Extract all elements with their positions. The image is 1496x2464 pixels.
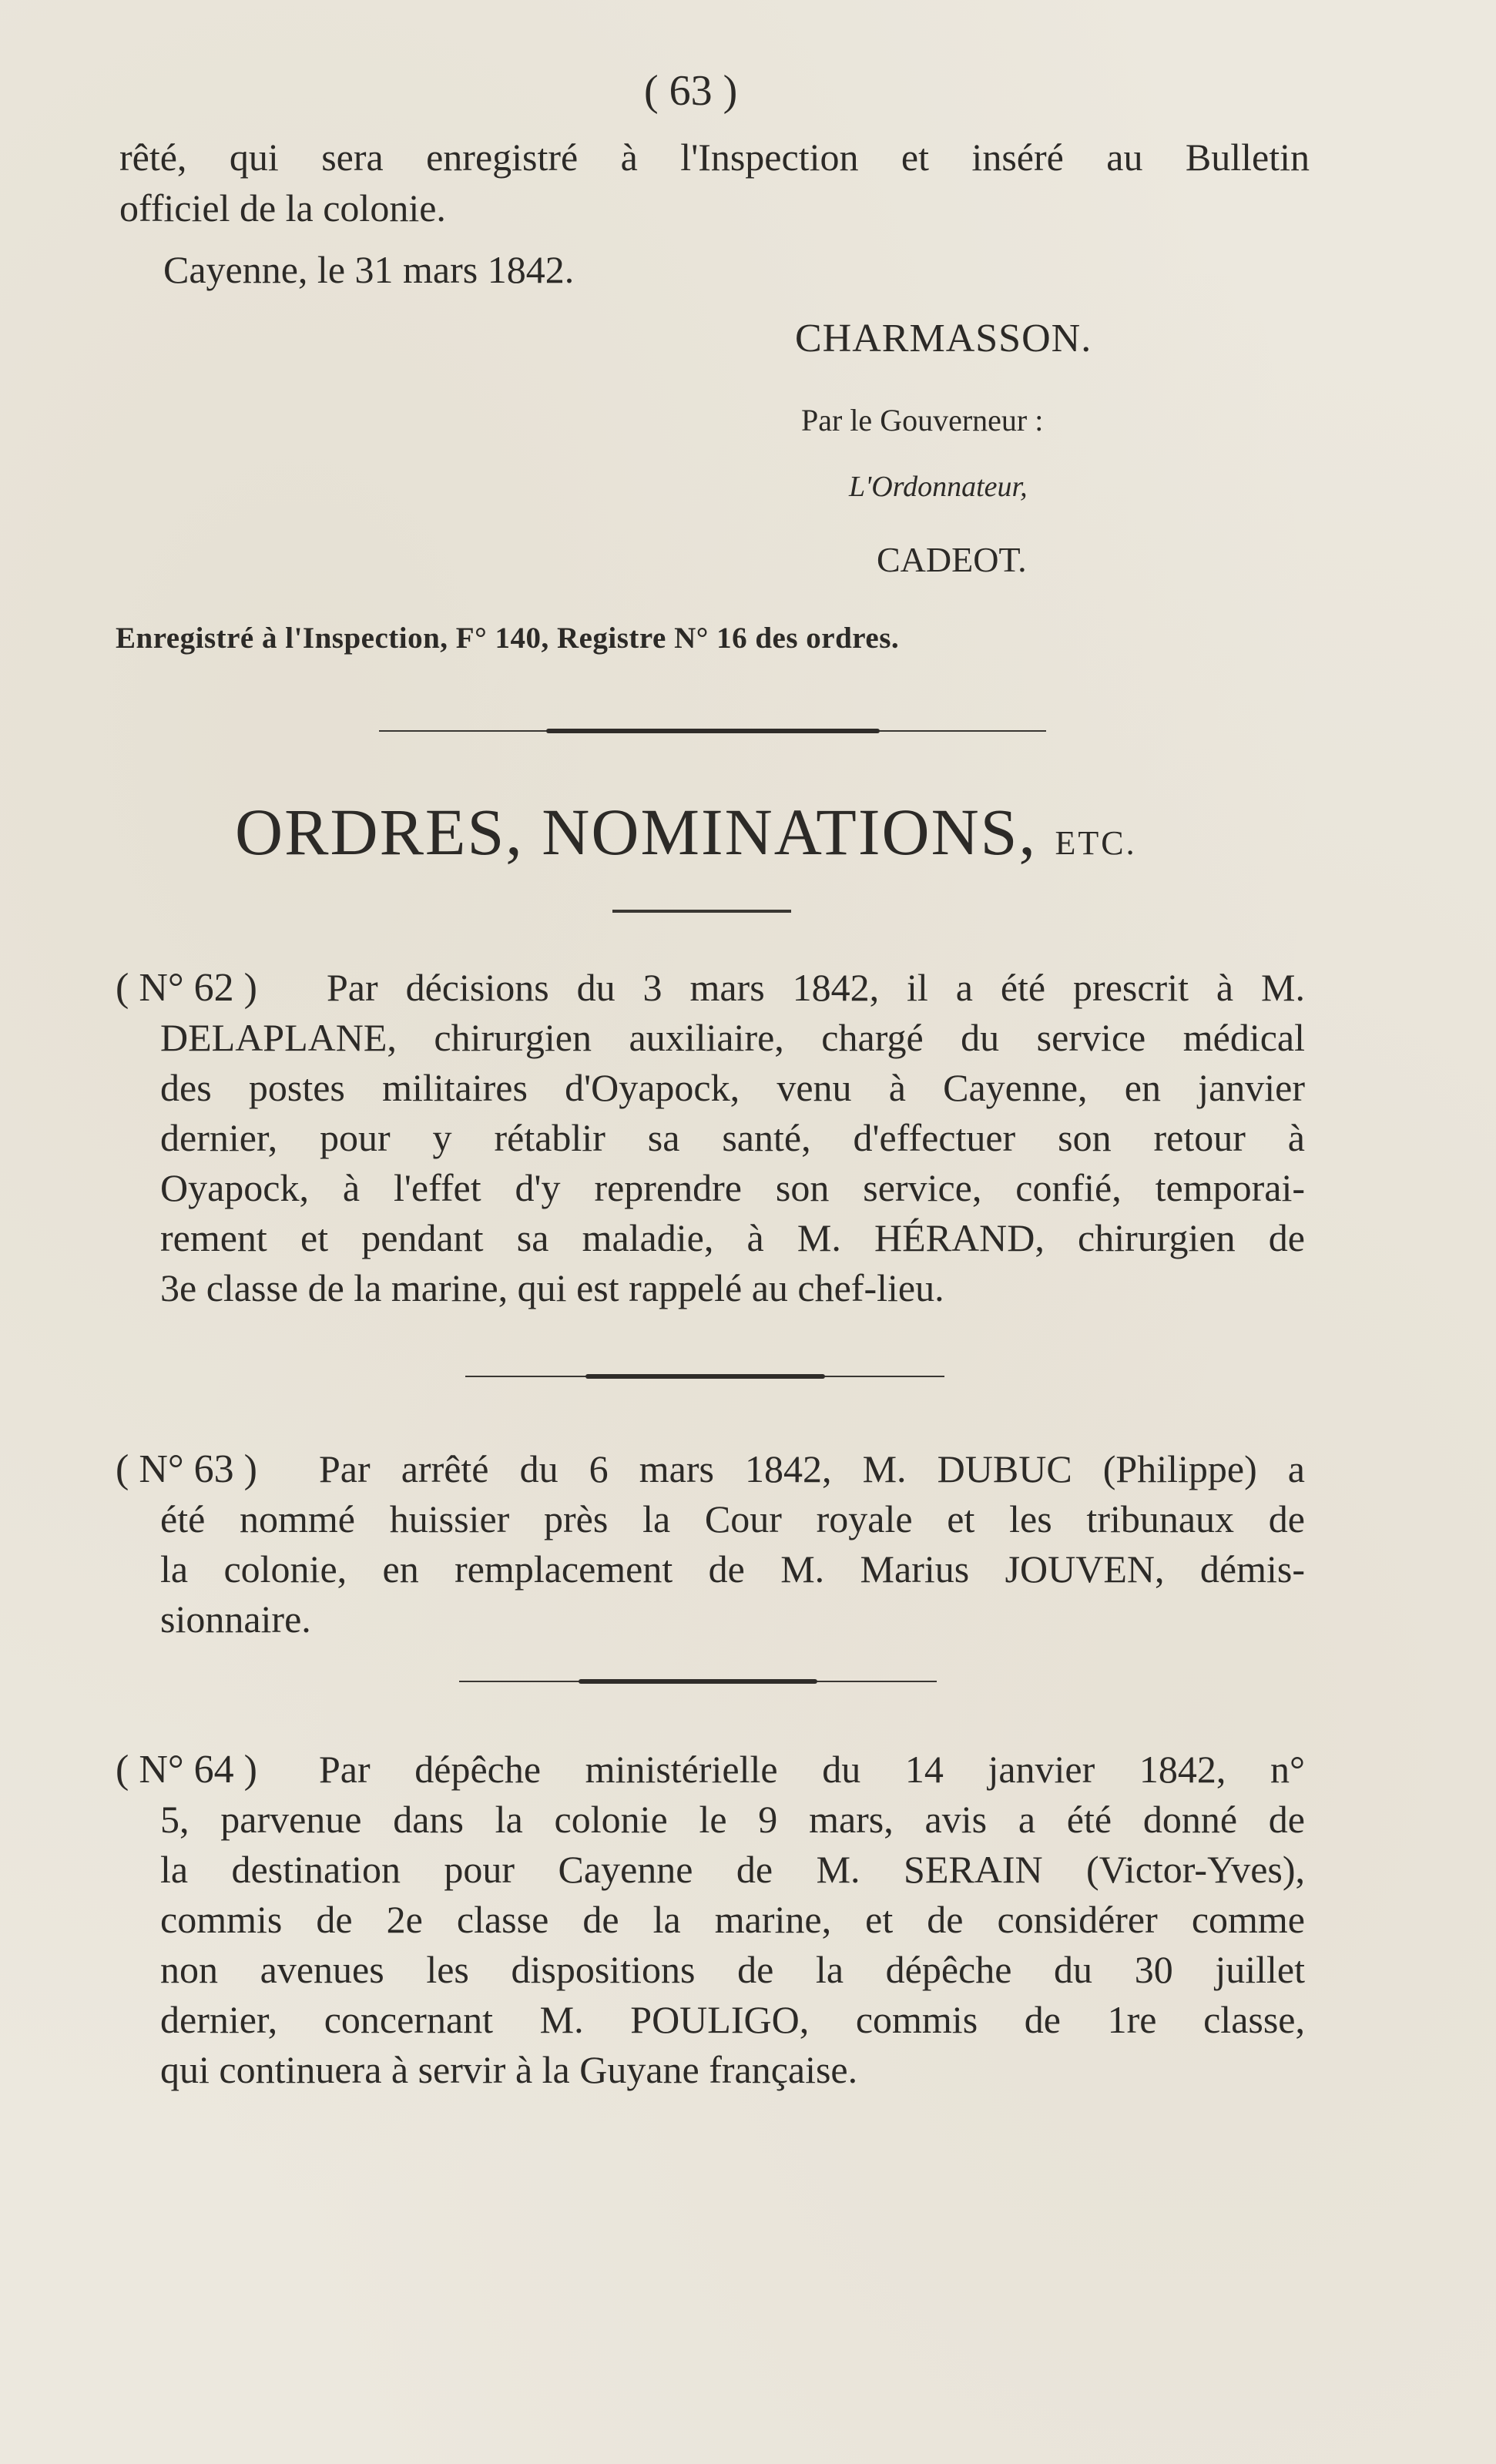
entry-line: des postes militaires d'Oyapock, venu à Cayenne, en janvier <box>160 1066 1305 1109</box>
entry-line: 5, parvenue dans la colonie le 9 mars, avis a été donné de <box>160 1798 1305 1841</box>
top-text-line-2: officiel de la colonie. <box>119 186 446 230</box>
entry-line: Par dépêche ministérielle du 14 janvier 1842, n° <box>319 1748 1305 1791</box>
entry-number: ( N° 63 ) <box>116 1447 257 1491</box>
page-number: ( 63 ) <box>644 67 738 115</box>
entry-line: DELAPLANE, chirurgien auxiliaire, chargé du service médical <box>160 1016 1305 1059</box>
section-underline <box>612 910 791 913</box>
ordonnateur-name: CADEOT. <box>877 540 1027 579</box>
by-governor-label: Par le Gouverneur : <box>801 403 1044 437</box>
entry-number: ( N° 64 ) <box>116 1748 257 1792</box>
entry-line: la colonie, en remplacement de M. Marius JOUVEN, démis- <box>160 1547 1305 1591</box>
entry-line: commis de 2e classe de la marine, et de considérer comme <box>160 1898 1305 1941</box>
date-line: Cayenne, le 31 mars 1842. <box>163 248 575 291</box>
entry-line: qui continuera à servir à la Guyane française. <box>160 2048 858 2091</box>
section-title-main: ORDRES, NOMINATIONS, <box>235 795 1038 869</box>
entry-line: Oyapock, à l'effet d'y reprendre son service, confié, temporai- <box>160 1166 1305 1209</box>
section-title-suffix: ETC. <box>1055 824 1137 862</box>
entry-line: Par arrêté du 6 mars 1842, M. DUBUC (Philippe) a <box>319 1447 1305 1490</box>
entry-line: 3e classe de la marine, qui est rappelé au chef-lieu. <box>160 1266 944 1309</box>
entry-line: la destination pour Cayenne de M. SERAIN (Victor-Yves), <box>160 1848 1305 1891</box>
registration-line: Enregistré à l'Inspection, F° 140, Registre N° 16 des ordres. <box>116 622 900 655</box>
entry-line: rement et pendant sa maladie, à M. HÉRAND, chirurgien de <box>160 1216 1305 1259</box>
divider-rule <box>465 1373 944 1380</box>
divider-rule <box>459 1678 937 1685</box>
entry-number: ( N° 62 ) <box>116 966 257 1010</box>
entry-line: Par décisions du 3 mars 1842, il a été prescrit à M. <box>327 966 1305 1009</box>
entry-line: été nommé huissier près la Cour royale et les tribunaux de <box>160 1497 1305 1540</box>
ordonnateur-title: L'Ordonnateur, <box>849 471 1028 503</box>
divider-rule <box>379 727 1046 735</box>
governor-signature: CHARMASSON. <box>795 317 1092 360</box>
section-title <box>235 793 1137 870</box>
entry-line: dernier, pour y rétablir sa santé, d'effectuer son retour à <box>160 1116 1305 1159</box>
entry-line: sionnaire. <box>160 1597 311 1641</box>
top-text-line-1: rêté, qui sera enregistré à l'Inspection et inséré au Bulletin <box>119 136 1310 179</box>
entry-line: dernier, concernant M. POULIGO, commis de 1re classe, <box>160 1998 1305 2041</box>
entry-line: non avenues les dispositions de la dépêche du 30 juillet <box>160 1948 1305 1991</box>
